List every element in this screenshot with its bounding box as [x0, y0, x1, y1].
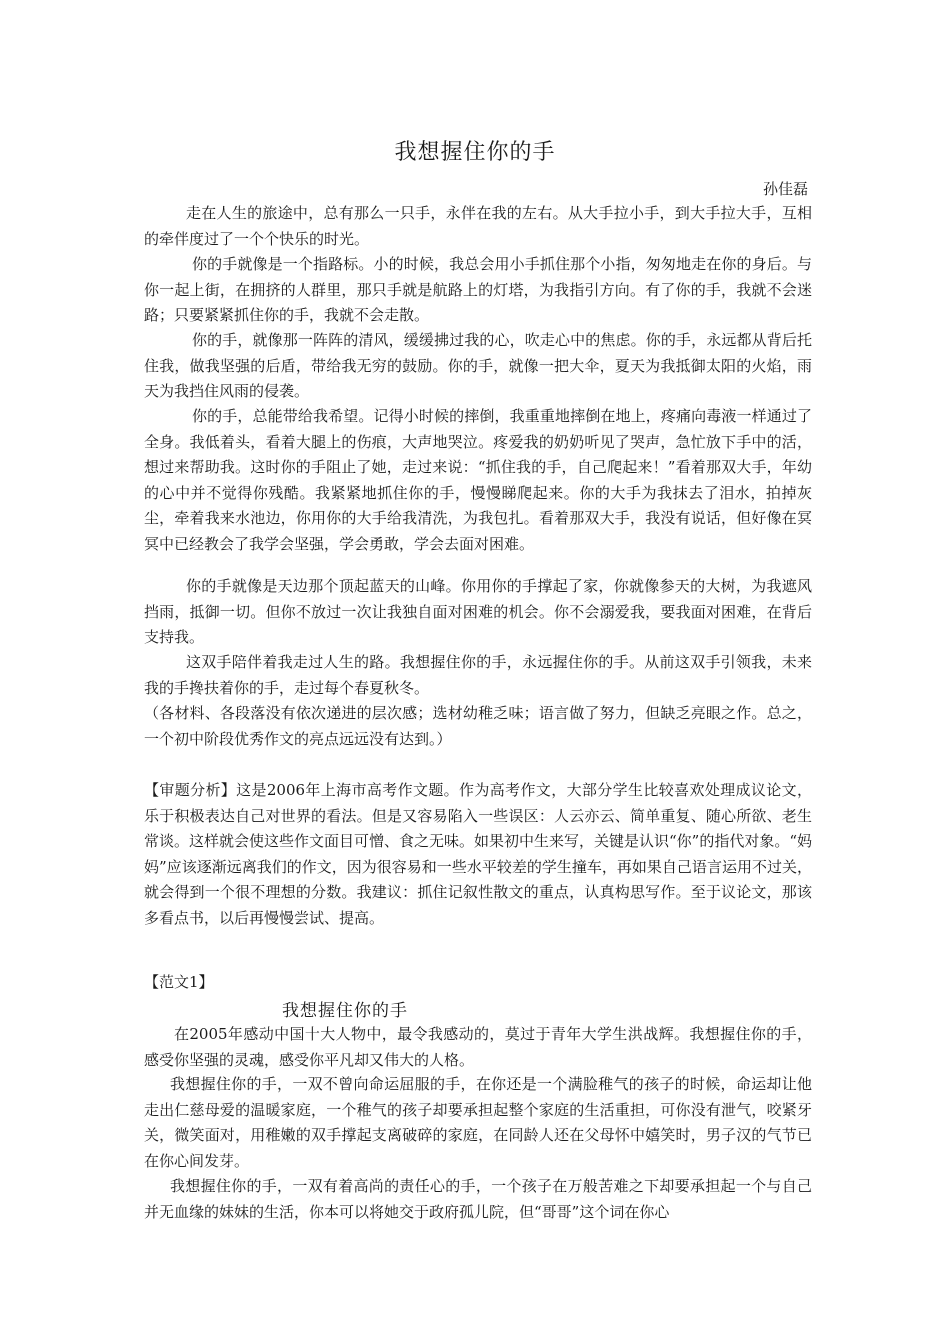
page-title: 我想握住你的手 — [394, 140, 556, 165]
sample-paragraph-3: 我想握住你的手，一双有着高尚的责任心的手，一个孩子在万般苦难之下却要承担起一个与自己并无血缘的妹妹的生活，你本可以将她交于政府孤儿院，但“哥哥”这个词在你心 — [144, 1177, 812, 1221]
essay-paragraph-4: 你的手，总能带给我希望。记得小时候的摔倒，我重重地摔倒在地上，疼痛向毒液一样通过了全身。我低着头，看着大腿上的伤痕，大声地哭泣。疼爱我的奶奶听见了哭声，急忙放下手中的活，想过来帮助我。这时你的手阻止了她，走过来说：“抓住我的手，自己爬起来！”看着那双大手，年幼的心中并不觉得你残酷。我紧紧地抓住你的手，慢慢睇爬起来。你的大手为我抹去了泪水，拍掉灰尘，牵着我来水池边，你用你的大手给我清洗，为我包扎。看着那双大手，我没有说话，但好像在冥冥中已经教会了我学会坚强，学会勇敢，学会去面对困难。 — [144, 407, 812, 553]
essay-paragraph-1: 走在人生的旅途中，总有那么一只手，永伴在我的左右。从大手拉小手，到大手拉大手，互相的牵伴度过了一个个快乐的时光。 — [144, 204, 812, 248]
sample-label: 【范文1】 — [144, 973, 214, 991]
essay-paragraph-3: 你的手，就像那一阵阵的清风，缓缓拂过我的心，吹走心中的焦虑。你的手，永远都从背后托住我，做我坚强的后盾，带给我无穷的鼓励。你的手，就像一把大伞，夏天为我抵御太阳的火焰，雨天为我挡住风雨的侵袭。 — [144, 331, 812, 400]
essay-paragraph-6: 这双手陪伴着我走过人生的路。我想握住你的手，永远握住你的手。从前这双手引领我，未来我的手搀扶着你的手，走过每个春夏秋冬。 — [144, 653, 812, 697]
author-name: 孙佳磊 — [762, 180, 808, 198]
sample-paragraph-2: 我想握住你的手，一双不曾向命运屈服的手，在你还是一个满脸稚气的孩子的时候，命运却让他走出仁慈母爱的温暖家庭，一个稚气的孩子却要承担起整个家庭的生活重担，可你没有泄气，咬紧牙关，微笑面对，用稚嫩的双手撑起支离破碎的家庭，在同龄人还在父母怀中嬉笑时，男子汉的气节已在你心间发芽。 — [144, 1075, 812, 1170]
sample-paragraph-1: 在2005年感动中国十大人物中，最令我感动的，莫过于青年大学生洪战辉。我想握住你的手，感受你坚强的灵魂，感受你平凡却又伟大的人格。 — [144, 1025, 812, 1069]
sample-title: 我想握住你的手 — [282, 1001, 408, 1021]
analysis-paragraph: 【审题分析】这是2006年上海市高考作文题。作为高考作文，大部分学生比较喜欢处理成议论文，乐于积极表达自己对世界的看法。但是又容易陷入一些误区：人云亦云、简单重复、随心所欲、老生常谈。这样就会使这些作文面目可憎、食之无味。如果初中生来写，关键是认识“你”的指代对象。“妈妈”应该逐渐远离我们的作文，因为很容易和一些水平较差的学生撞车，再如果自己语言运用不过关，就会得到一个很不理想的分数。我建议：抓住记叙性散文的重点，认真构思写作。至于议论文，那该多看点书，以后再慢慢尝试、提高。 — [144, 781, 813, 927]
essay-paragraph-2: 你的手就像是一个指路标。小的时候，我总会用小手抓住那个小指，匆匆地走在你的身后。与你一起上街，在拥挤的人群里，那只手就是航路上的灯塔，为我指引方向。有了你的手，我就不会迷路；只要紧紧抓住你的手，我就不会走散。 — [144, 255, 812, 324]
teacher-comment: （各材料、各段落没有依次递进的层次感；选材幼稚乏味；语言做了努力，但缺乏亮眼之作。总之，一个初中阶段优秀作文的亮点远远没有达到。） — [144, 704, 812, 748]
essay-paragraph-5: 你的手就像是天边那个顶起蓝天的山峰。你用你的手撑起了家，你就像参天的大树，为我遮风挡雨，抵御一切。但你不放过一次让我独自面对困难的机会。你不会溺爱我，要我面对困难，在背后支持我。 — [144, 577, 812, 646]
